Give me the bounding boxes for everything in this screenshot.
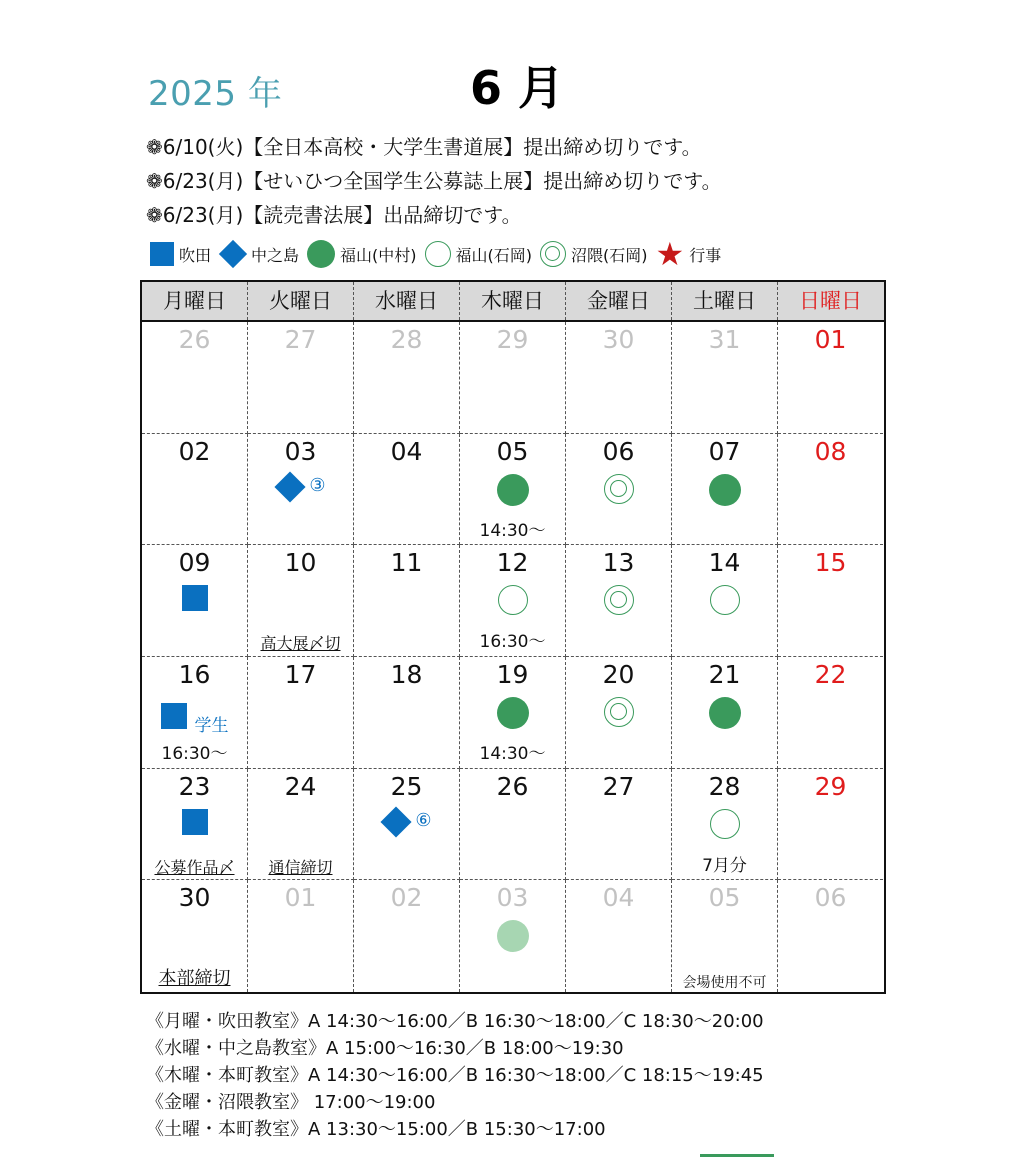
day-marker xyxy=(142,697,247,736)
day-note: 16:30～ xyxy=(479,632,546,653)
day-marker xyxy=(142,809,247,835)
year-label: 2025 年 xyxy=(148,74,283,114)
weekday-mon: 月曜日 xyxy=(142,282,248,320)
day-cell xyxy=(248,434,354,546)
day-cell xyxy=(460,434,566,546)
day-marker xyxy=(460,585,565,615)
day-cell xyxy=(460,322,566,434)
day-number: 26 xyxy=(496,771,529,801)
day-number: 08 xyxy=(814,436,847,466)
day-note: 本部締切 xyxy=(158,968,231,990)
day-note: 通信締切 xyxy=(268,857,333,877)
day-number: 17 xyxy=(284,659,317,689)
calendar-grid xyxy=(142,322,884,992)
legend-label: 福山(石岡) xyxy=(455,245,533,265)
weekday-fri: 金曜日 xyxy=(566,282,672,320)
day-number: 28 xyxy=(708,771,741,801)
weekday-wed: 水曜日 xyxy=(354,282,460,320)
day-number: 20 xyxy=(602,659,635,689)
day-cell xyxy=(778,657,883,769)
filled-circle-icon xyxy=(497,920,529,952)
day-number: 09 xyxy=(178,548,211,578)
day-cell xyxy=(566,657,672,769)
day-cell xyxy=(672,657,778,769)
day-note: 高大展〆切 xyxy=(260,634,341,654)
calendar xyxy=(140,280,886,994)
day-marker xyxy=(460,920,565,952)
day-cell xyxy=(354,769,460,881)
day-marker xyxy=(248,474,353,498)
day-number: 27 xyxy=(284,325,317,354)
filled-circle-icon xyxy=(497,697,529,729)
day-number: 06 xyxy=(814,883,847,913)
double-ring-icon xyxy=(540,241,566,267)
day-cell xyxy=(672,322,778,434)
square-icon xyxy=(161,703,187,729)
day-number: 15 xyxy=(814,548,847,578)
day-number: 04 xyxy=(390,436,423,466)
day-note: 公募作品〆 xyxy=(154,857,235,877)
day-cell xyxy=(672,880,778,992)
star-icon: ★ xyxy=(655,235,685,273)
day-number: 06 xyxy=(602,436,635,466)
marker-tag: 学生 xyxy=(194,715,229,736)
day-cell xyxy=(142,657,248,769)
day-cell xyxy=(248,322,354,434)
schedule-list xyxy=(146,1008,764,1143)
day-cell xyxy=(566,434,672,546)
day-cell xyxy=(778,880,883,992)
day-number: 24 xyxy=(284,771,317,801)
filled-circle-icon xyxy=(307,240,335,268)
legend-item-fukuyama-ishioka xyxy=(425,241,533,267)
day-cell xyxy=(778,434,883,546)
day-marker xyxy=(672,809,777,839)
day-note: 16:30～ xyxy=(161,743,228,764)
schedule-item: 《水曜・中之島教室》A 15:00～16:30／B 18:00～19:30 xyxy=(146,1038,624,1059)
day-cell xyxy=(248,545,354,657)
marker-tag: ⑥ xyxy=(415,810,432,832)
notice-list xyxy=(146,130,722,232)
day-cell xyxy=(672,545,778,657)
square-icon xyxy=(150,242,174,266)
schedule-item: 《月曜・吹田教室》A 14:30～16:00／B 16:30～18:00／C 18:30～20:00 xyxy=(146,1011,764,1032)
day-number: 30 xyxy=(178,883,211,913)
weekday-header xyxy=(142,282,884,322)
legend-label: 沼隈(石岡) xyxy=(571,245,648,265)
diamond-icon xyxy=(381,806,412,837)
day-number: 26 xyxy=(178,325,211,354)
day-cell xyxy=(142,769,248,881)
schedule-item: 《木曜・本町教室》A 14:30～16:00／B 16:30～18:00／C 18:15～19:45 xyxy=(146,1065,764,1086)
day-marker xyxy=(672,474,777,506)
day-cell xyxy=(354,657,460,769)
day-cell xyxy=(460,880,566,992)
day-number: 28 xyxy=(390,325,423,354)
day-cell xyxy=(460,545,566,657)
legend-item-suita xyxy=(150,242,211,266)
day-number: 07 xyxy=(708,436,741,466)
square-icon xyxy=(182,585,208,611)
day-cell xyxy=(460,657,566,769)
day-number: 11 xyxy=(390,548,423,578)
filled-circle-icon xyxy=(497,474,529,506)
day-cell xyxy=(248,880,354,992)
day-number: 19 xyxy=(496,659,529,689)
day-note: 7月分 xyxy=(702,855,747,876)
day-cell xyxy=(778,769,883,881)
day-number: 10 xyxy=(284,548,317,578)
ring-icon xyxy=(425,241,451,267)
square-icon xyxy=(182,809,208,835)
day-marker xyxy=(566,697,671,727)
day-cell xyxy=(142,434,248,546)
weekday-tue: 火曜日 xyxy=(248,282,354,320)
day-number: 27 xyxy=(602,771,635,801)
legend-label: 行事 xyxy=(689,245,722,265)
double-ring-icon xyxy=(604,697,634,727)
day-number: 18 xyxy=(390,659,423,689)
day-cell xyxy=(566,880,672,992)
day-number: 16 xyxy=(178,659,211,689)
day-note: 会場使用不可 xyxy=(682,975,767,992)
ring-icon xyxy=(710,809,740,839)
day-number: 01 xyxy=(284,883,317,913)
schedule-item: 《金曜・沼隈教室》 17:00～19:00 xyxy=(146,1092,436,1113)
day-marker xyxy=(566,585,671,615)
day-cell xyxy=(672,434,778,546)
day-marker xyxy=(460,697,565,729)
notice-item: ❁6/10(火)【全日本高校・大学生書道展】提出締め切りです。 xyxy=(146,135,702,159)
day-cell xyxy=(142,545,248,657)
month-title: 6 月 xyxy=(470,61,565,115)
day-marker xyxy=(672,585,777,615)
day-number: 29 xyxy=(814,771,847,801)
day-note: 14:30～ xyxy=(479,743,546,764)
double-ring-icon xyxy=(604,585,634,615)
day-number: 12 xyxy=(496,548,529,578)
day-number: 22 xyxy=(814,659,847,689)
day-cell xyxy=(566,322,672,434)
double-ring-icon xyxy=(604,474,634,504)
day-cell xyxy=(354,434,460,546)
legend-item-nakanoshima xyxy=(219,240,299,268)
day-cell xyxy=(566,545,672,657)
notice-item: ❁6/23(月)【せいひつ全国学生公募誌上展】提出締め切りです。 xyxy=(146,169,722,193)
day-note: 14:30～ xyxy=(479,520,546,541)
day-number: 21 xyxy=(708,659,741,689)
day-cell xyxy=(778,545,883,657)
day-marker xyxy=(672,697,777,729)
day-number: 02 xyxy=(390,883,423,913)
day-number: 02 xyxy=(178,436,211,466)
day-cell xyxy=(248,769,354,881)
diamond-icon xyxy=(275,471,306,502)
day-cell xyxy=(566,769,672,881)
legend-item-event xyxy=(655,235,722,273)
day-number: 30 xyxy=(602,325,635,354)
day-marker xyxy=(460,474,565,506)
day-cell xyxy=(778,322,883,434)
day-number: 04 xyxy=(602,883,635,913)
filled-circle-icon xyxy=(709,474,741,506)
weekday-thu: 木曜日 xyxy=(460,282,566,320)
weekday-sat: 土曜日 xyxy=(672,282,778,320)
filled-circle-icon xyxy=(709,697,741,729)
legend-item-numakuma xyxy=(540,241,648,267)
day-number: 14 xyxy=(708,548,741,578)
day-number: 01 xyxy=(814,325,847,354)
day-cell xyxy=(354,880,460,992)
day-number: 03 xyxy=(284,436,317,466)
legend-item-fukuyama-nakamura xyxy=(307,240,417,268)
day-cell xyxy=(142,880,248,992)
day-marker xyxy=(566,474,671,504)
day-cell xyxy=(248,657,354,769)
legend-label: 福山(中村) xyxy=(340,245,417,265)
legend xyxy=(150,235,729,273)
day-number: 29 xyxy=(496,325,529,354)
day-cell xyxy=(460,769,566,881)
day-number: 05 xyxy=(708,883,741,913)
day-number: 13 xyxy=(602,548,635,578)
day-number: 03 xyxy=(496,883,529,913)
day-number: 31 xyxy=(708,325,741,354)
marker-tag: ③ xyxy=(309,475,326,497)
legend-label: 吹田 xyxy=(179,245,212,265)
ring-icon xyxy=(710,585,740,615)
diamond-icon xyxy=(219,240,247,268)
notice-item: ❁6/23(月)【読売書法展】出品締切です。 xyxy=(146,203,522,227)
day-number: 23 xyxy=(178,771,211,801)
weekday-sun: 日曜日 xyxy=(799,289,862,313)
ring-icon xyxy=(498,585,528,615)
day-marker xyxy=(142,585,247,611)
legend-label: 中之島 xyxy=(251,245,300,265)
day-cell xyxy=(354,322,460,434)
day-number: 25 xyxy=(390,771,423,801)
day-cell xyxy=(142,322,248,434)
schedule-item: 《土曜・本町教室》A 13:30～15:00／B 15:30～17:00 xyxy=(146,1119,606,1140)
day-cell xyxy=(354,545,460,657)
day-number: 05 xyxy=(496,436,529,466)
day-marker xyxy=(354,809,459,833)
day-cell xyxy=(672,769,778,881)
